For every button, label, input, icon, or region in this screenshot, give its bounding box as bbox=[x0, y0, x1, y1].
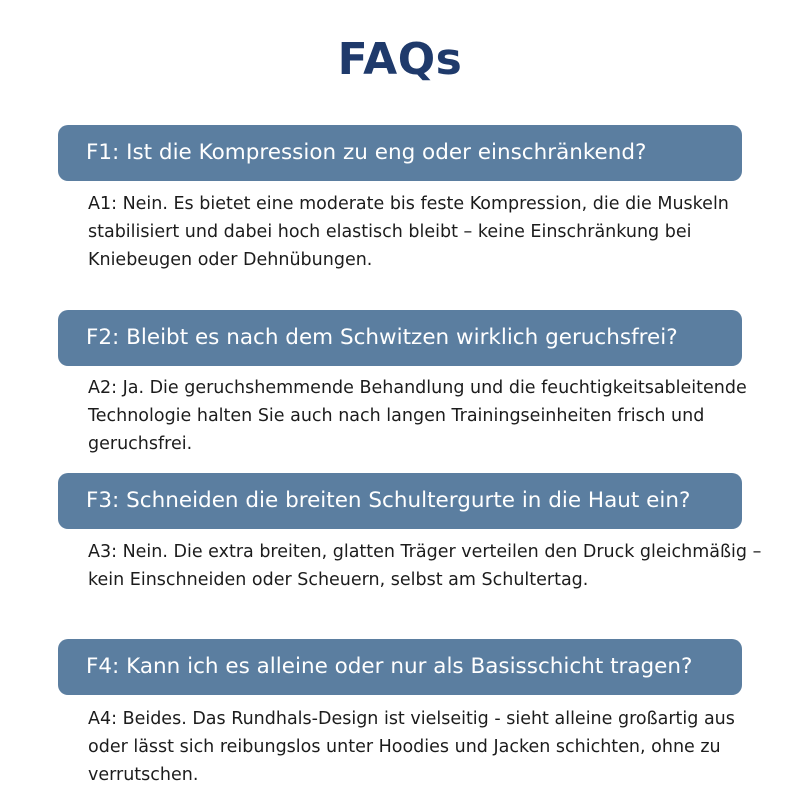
page-title: FAQs bbox=[337, 34, 463, 85]
faq-question-2[interactable]: F2: Bleibt es nach dem Schwitzen wirklich geruchsfrei? bbox=[58, 310, 742, 366]
faq-question-1[interactable]: F1: Ist die Kompression zu eng oder einschränkend? bbox=[58, 125, 742, 181]
faq-question-3[interactable]: F3: Schneiden die breiten Schultergurte in die Haut ein? bbox=[58, 473, 742, 529]
faq-answer-3: A3: Nein. Die extra breiten, glatten Träger verteilen den Druck gleichmäßig – kein Einschneiden oder Scheuern, selbst am Schultertag. bbox=[88, 542, 762, 590]
faq-answer-2: A2: Ja. Die geruchshemmende Behandlung und die feuchtigkeitsableitende Technologie halten Sie auch nach langen Trainingseinheiten frisch und geruchsfrei. bbox=[88, 378, 747, 454]
faq-answer-4: A4: Beides. Das Rundhals-Design ist vielseitig - sieht alleine großartig aus oder lässt sich reibungslos unter Hoodies und Jacken schichten, ohne zu verrutschen. bbox=[88, 709, 735, 785]
faq-question-4[interactable]: F4: Kann ich es alleine oder nur als Basisschicht tragen? bbox=[58, 639, 742, 695]
faq-answer-1: A1: Nein. Es bietet eine moderate bis feste Kompression, die die Muskeln stabilisiert und dabei hoch elastisch bleibt – keine Einschränkung bei Kniebeugen oder Dehnübungen. bbox=[88, 194, 729, 270]
